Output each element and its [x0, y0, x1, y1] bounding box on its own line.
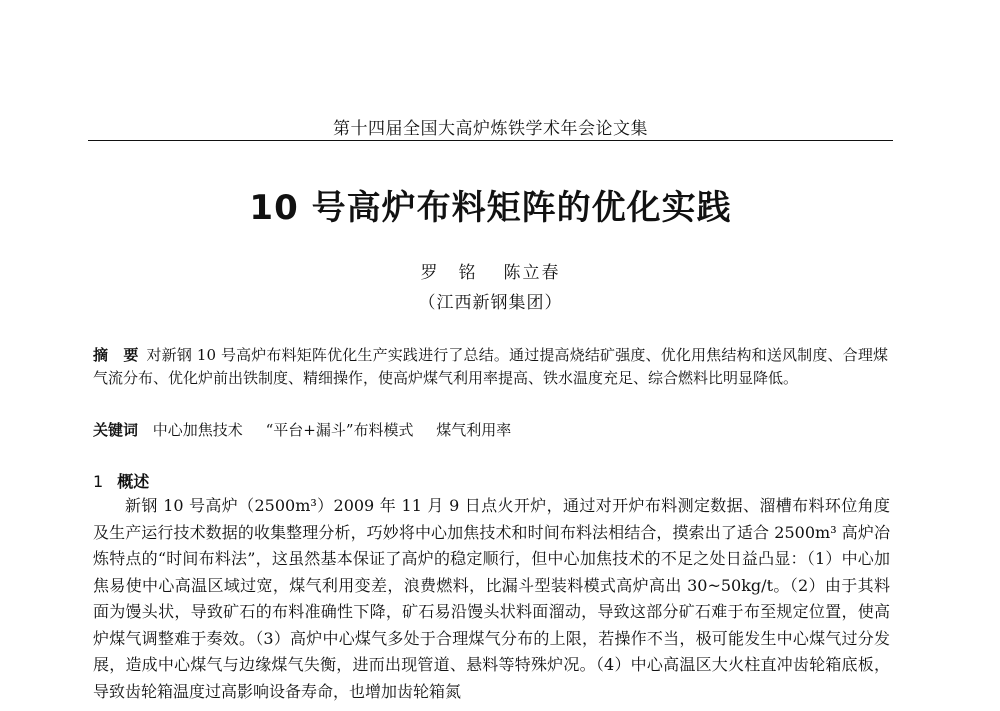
paper-title: 10 号高炉布料矩阵的优化实践 — [249, 188, 732, 228]
section-title: 概述 — [117, 472, 150, 491]
keyword: 煤气利用率 — [436, 421, 512, 439]
keyword: 中心加焦技术 — [152, 421, 243, 439]
running-header: 第十四届全国大高炉炼铁学术年会论文集 — [333, 119, 648, 139]
keywords-label: 关键词 — [93, 421, 139, 439]
keyword: “平台+漏斗”布料模式 — [265, 421, 414, 439]
abstract — [93, 344, 888, 390]
author-affiliation: （江西新钢集团） — [418, 293, 563, 313]
header-rule — [88, 140, 893, 141]
section-paragraph: 新钢 10 号高炉（2500m³）2009 年 11 月 9 日点火开炉，通过对开炉布料测定数据、溜槽布料环位角度及生产运行技术数据的收集整理分析，巧妙将中心加焦技术和时间布料法相结合，摸索出了适合 2500m³ 高炉冶炼特点的“时间布料法”，这虽然基本保证了高炉的稳定顺行，但中心加焦技术的不足之处日益凸显：（1）中心加焦易使中心高温区域过宽，煤气利用变差，浪费燃料，比漏斗型装料模式高炉高出 30~50kg/t。（2）由于其料面为馒头状，导致矿石的布料准确性下降，矿石易沿馒头状料面溜动，导致这部分矿石难于布至规定位置，使高炉煤气调整难于奏效。（3）高炉中心煤气多处于合理煤气分布的上限，若操作不当，极可能发生中心煤气过分发展，造成中心煤气与边缘煤气失衡，进而出现管道、悬料等特殊炉况。（4）中心高温区大火柱直冲齿轮箱底板，导致齿轮箱温度过高影响设备寿命，也增加齿轮箱氮 — [93, 496, 890, 701]
author-list — [88, 258, 893, 283]
abstract-text: 对新钢 10 号高炉布料矩阵优化生产实践进行了总结。通过提高烧结矿强度、优化用焦结构和送风制度、合理煤气流分布、优化炉前出铁制度、精细操作，使高炉煤气利用率提高、铁水温度充足、综合燃料比明显降低。 — [93, 346, 888, 387]
author-name: 陈立春 — [503, 263, 561, 283]
keywords — [93, 419, 888, 442]
section-number: 1 — [93, 472, 104, 491]
section-heading — [93, 469, 493, 492]
abstract-label: 摘 要 — [93, 346, 139, 364]
author-name: 罗 铭 — [420, 263, 478, 283]
